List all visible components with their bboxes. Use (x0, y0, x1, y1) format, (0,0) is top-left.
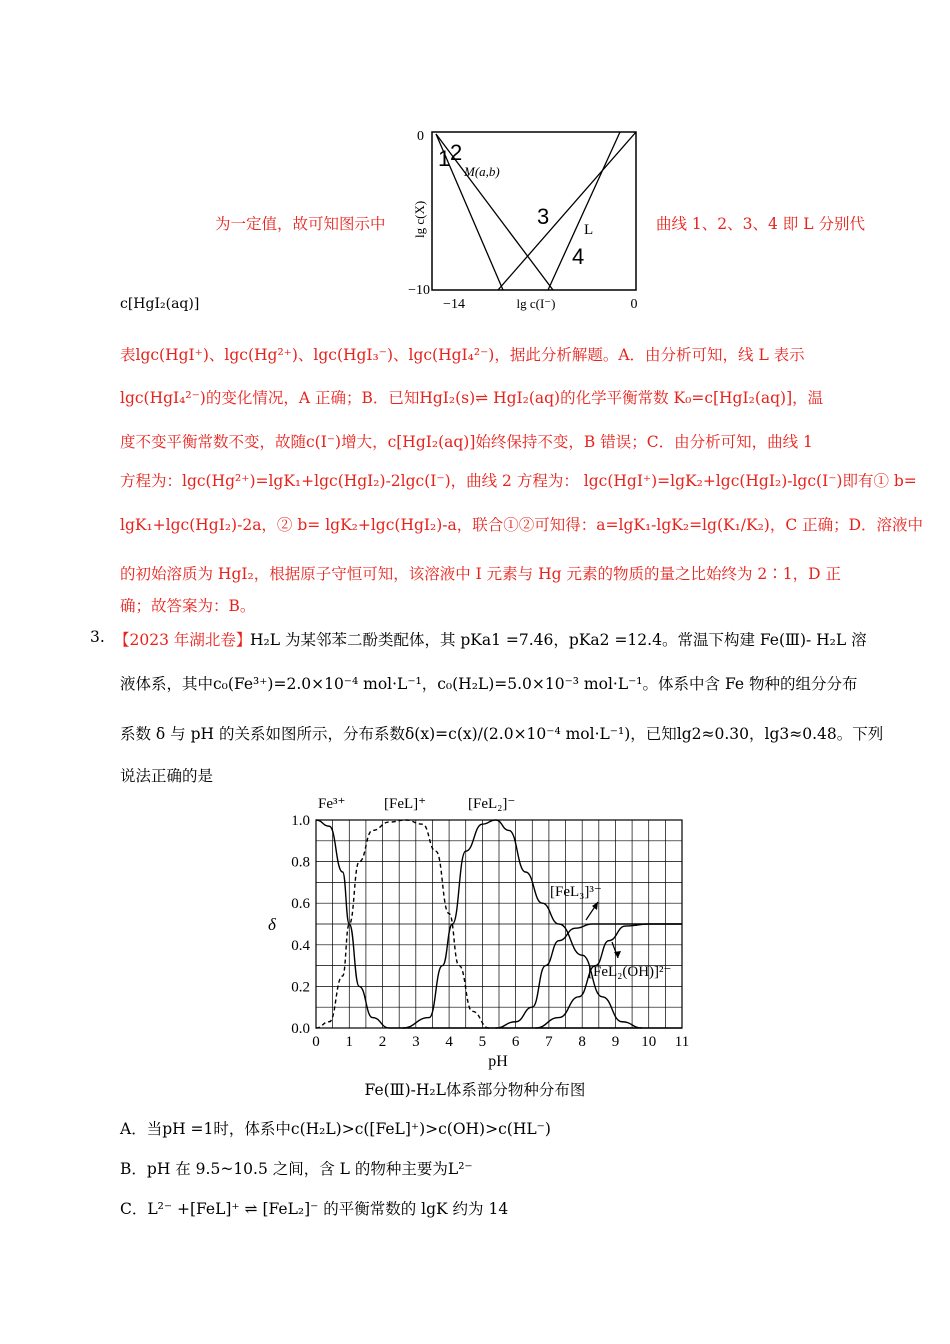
annotation-fel2oh: [FeL₂(OH)]²⁻ (588, 964, 672, 980)
fig1-y-label: lg c(X) (412, 200, 427, 238)
fe-species-distribution-chart (268, 790, 708, 1090)
option-d-analysis: 的初始溶质为 HgI₂，根据原子守恒可知，该溶液中 I 元素与 Hg 元素的物质的量之比始终为 2∶1，D 正 (120, 565, 841, 583)
x-tick-label: 2 (378, 1034, 387, 1050)
x-tick-label: 6 (511, 1034, 520, 1050)
option-a-analysis: lgc(HgI₄²⁻)的变化情况，A 正确；B．已知HgI₂(s)⇌ HgI₂(aq)的化学平衡常数 K₀=c[HgI₂(aq)]，温 (120, 389, 824, 407)
fig1-x-left: −14 (443, 297, 465, 312)
fig1-y-bottom: −10 (408, 283, 430, 298)
fig1-label-4: 4 (572, 244, 585, 269)
fig1-curve-3 (498, 132, 636, 290)
y-tick-label: 0.4 (291, 937, 310, 954)
option-b-analysis: 度不变平衡常数不变，故随c(I⁻)增大，c[HgI₂(aq)]始终保持不变，B 错误；C．由分析可知，曲线 1 (120, 433, 813, 451)
combine-equation: lgK₁+lgc(HgI₂)-2a，② b= lgK₂+lgc(HgI₂)-a，联合①②可知得：a=lgK₁-lgK₂=lg(K₁/K₂)，C 正确；D．溶液中 (120, 516, 924, 534)
x-tick-label: 3 (412, 1034, 420, 1050)
option-a: A．当pH =1时，体系中c(H₂L)>c([FeL]⁺)>c(OH)>c(HL⁻) (120, 1120, 551, 1138)
fig1-label-L: L (584, 222, 594, 238)
fig1-label-3: 3 (537, 204, 550, 229)
y-tick-label: 0.6 (291, 896, 310, 913)
species-line: 表lgc(HgI⁺)、lgc(Hg²⁺)、lgc(HgI₃⁻)、lgc(HgI₄²⁻)，据此分析解题。A．由分析可知，线 L 表示 (120, 346, 805, 364)
chart-ticks (291, 813, 689, 1050)
question-line-4: 说法正确的是 (120, 767, 214, 785)
chart-y-label: δ (268, 915, 276, 934)
hgi-species-figure (398, 122, 654, 312)
question-line-1: H₂L 为某邻苯二酚类配体，其 pKa1 =7.46，pKa2 =12.4。常温下构建 Fe(Ⅲ)- H₂L 溶 (250, 631, 867, 649)
annotation-fel2: [FeL₂]⁻ (468, 796, 516, 812)
x-tick-label: 0 (312, 1034, 320, 1050)
arrowhead-fel2oh (614, 951, 621, 958)
y-tick-label: 1.0 (291, 813, 310, 829)
option-c: C．L²⁻ +[FeL]⁺ ⇌ [FeL₂]⁻ 的平衡常数的 lgK 约为 14 (120, 1200, 509, 1218)
fig1-x-label: lg c(I⁻) (516, 296, 556, 311)
fig1-x-right: 0 (630, 297, 638, 312)
intro-right-text: 曲线 1、2、3、4 即 L 分别代 (656, 215, 865, 233)
y-tick-label: 0.2 (291, 979, 310, 996)
question-tag: 【2023 年湖北卷】 (114, 631, 252, 649)
y-tick-label: 0.8 (291, 854, 310, 871)
annotation-fel3: [FeL₃]³⁻ (550, 884, 602, 900)
annotation-fel: [FeL]⁺ (384, 796, 427, 812)
x-tick-label: 4 (445, 1034, 453, 1050)
x-tick-label: 10 (641, 1034, 657, 1050)
question-line-2: 液体系，其中c₀(Fe³⁺)=2.0×10⁻⁴ mol·L⁻¹，c₀(H₂L)=5.0×10⁻³ mol·L⁻¹。体系中含 Fe 物种的组分分布 (120, 675, 858, 693)
annotation-fe3: Fe³⁺ (318, 796, 346, 812)
c-hgi2-text: c[HgI₂(aq)] (120, 296, 200, 312)
chart-caption: Fe(Ⅲ)-H₂L体系部分物种分布图 (364, 1081, 586, 1099)
fig1-label-M: M(a,b) (464, 164, 500, 179)
x-tick-label: 9 (611, 1034, 620, 1050)
fig1-label-2: 2 (450, 140, 463, 165)
question-number: 3. (90, 628, 105, 646)
intro-left-text: 为一定值，故可知图示中 (215, 215, 386, 233)
x-tick-label: 7 (545, 1034, 553, 1050)
option-b: B．pH 在 9.5~10.5 之间，含 L 的物种主要为L²⁻ (120, 1160, 473, 1178)
x-tick-label: 5 (478, 1034, 487, 1050)
x-tick-label: 11 (674, 1034, 690, 1050)
curve1-equation: 方程为：lgc(Hg²⁺)=lgK₁+lgc(HgI₂)-2lgc(I⁻)，曲线 2 方程为： lgc(HgI⁺)=lgK₂+lgc(HgI₂)-lgc(I⁻)即有① b= (120, 472, 917, 490)
final-answer: 确；故答案为：B。 (120, 597, 256, 615)
x-tick-label: 8 (578, 1034, 586, 1050)
x-tick-label: 1 (345, 1034, 354, 1050)
y-tick-label: 0.0 (291, 1021, 310, 1037)
chart-x-label: pH (488, 1053, 508, 1070)
fig1-y-top: 0 (417, 129, 424, 144)
question-line-3: 系数 δ 与 pH 的关系如图所示，分布系数δ(x)=c(x)/(2.0×10⁻⁴ mol·L⁻¹)，已知lg2≈0.30，lg3≈0.48。下列 (120, 725, 884, 743)
fig1-label-1: 1 (438, 146, 451, 171)
fig1-frame (432, 132, 636, 290)
